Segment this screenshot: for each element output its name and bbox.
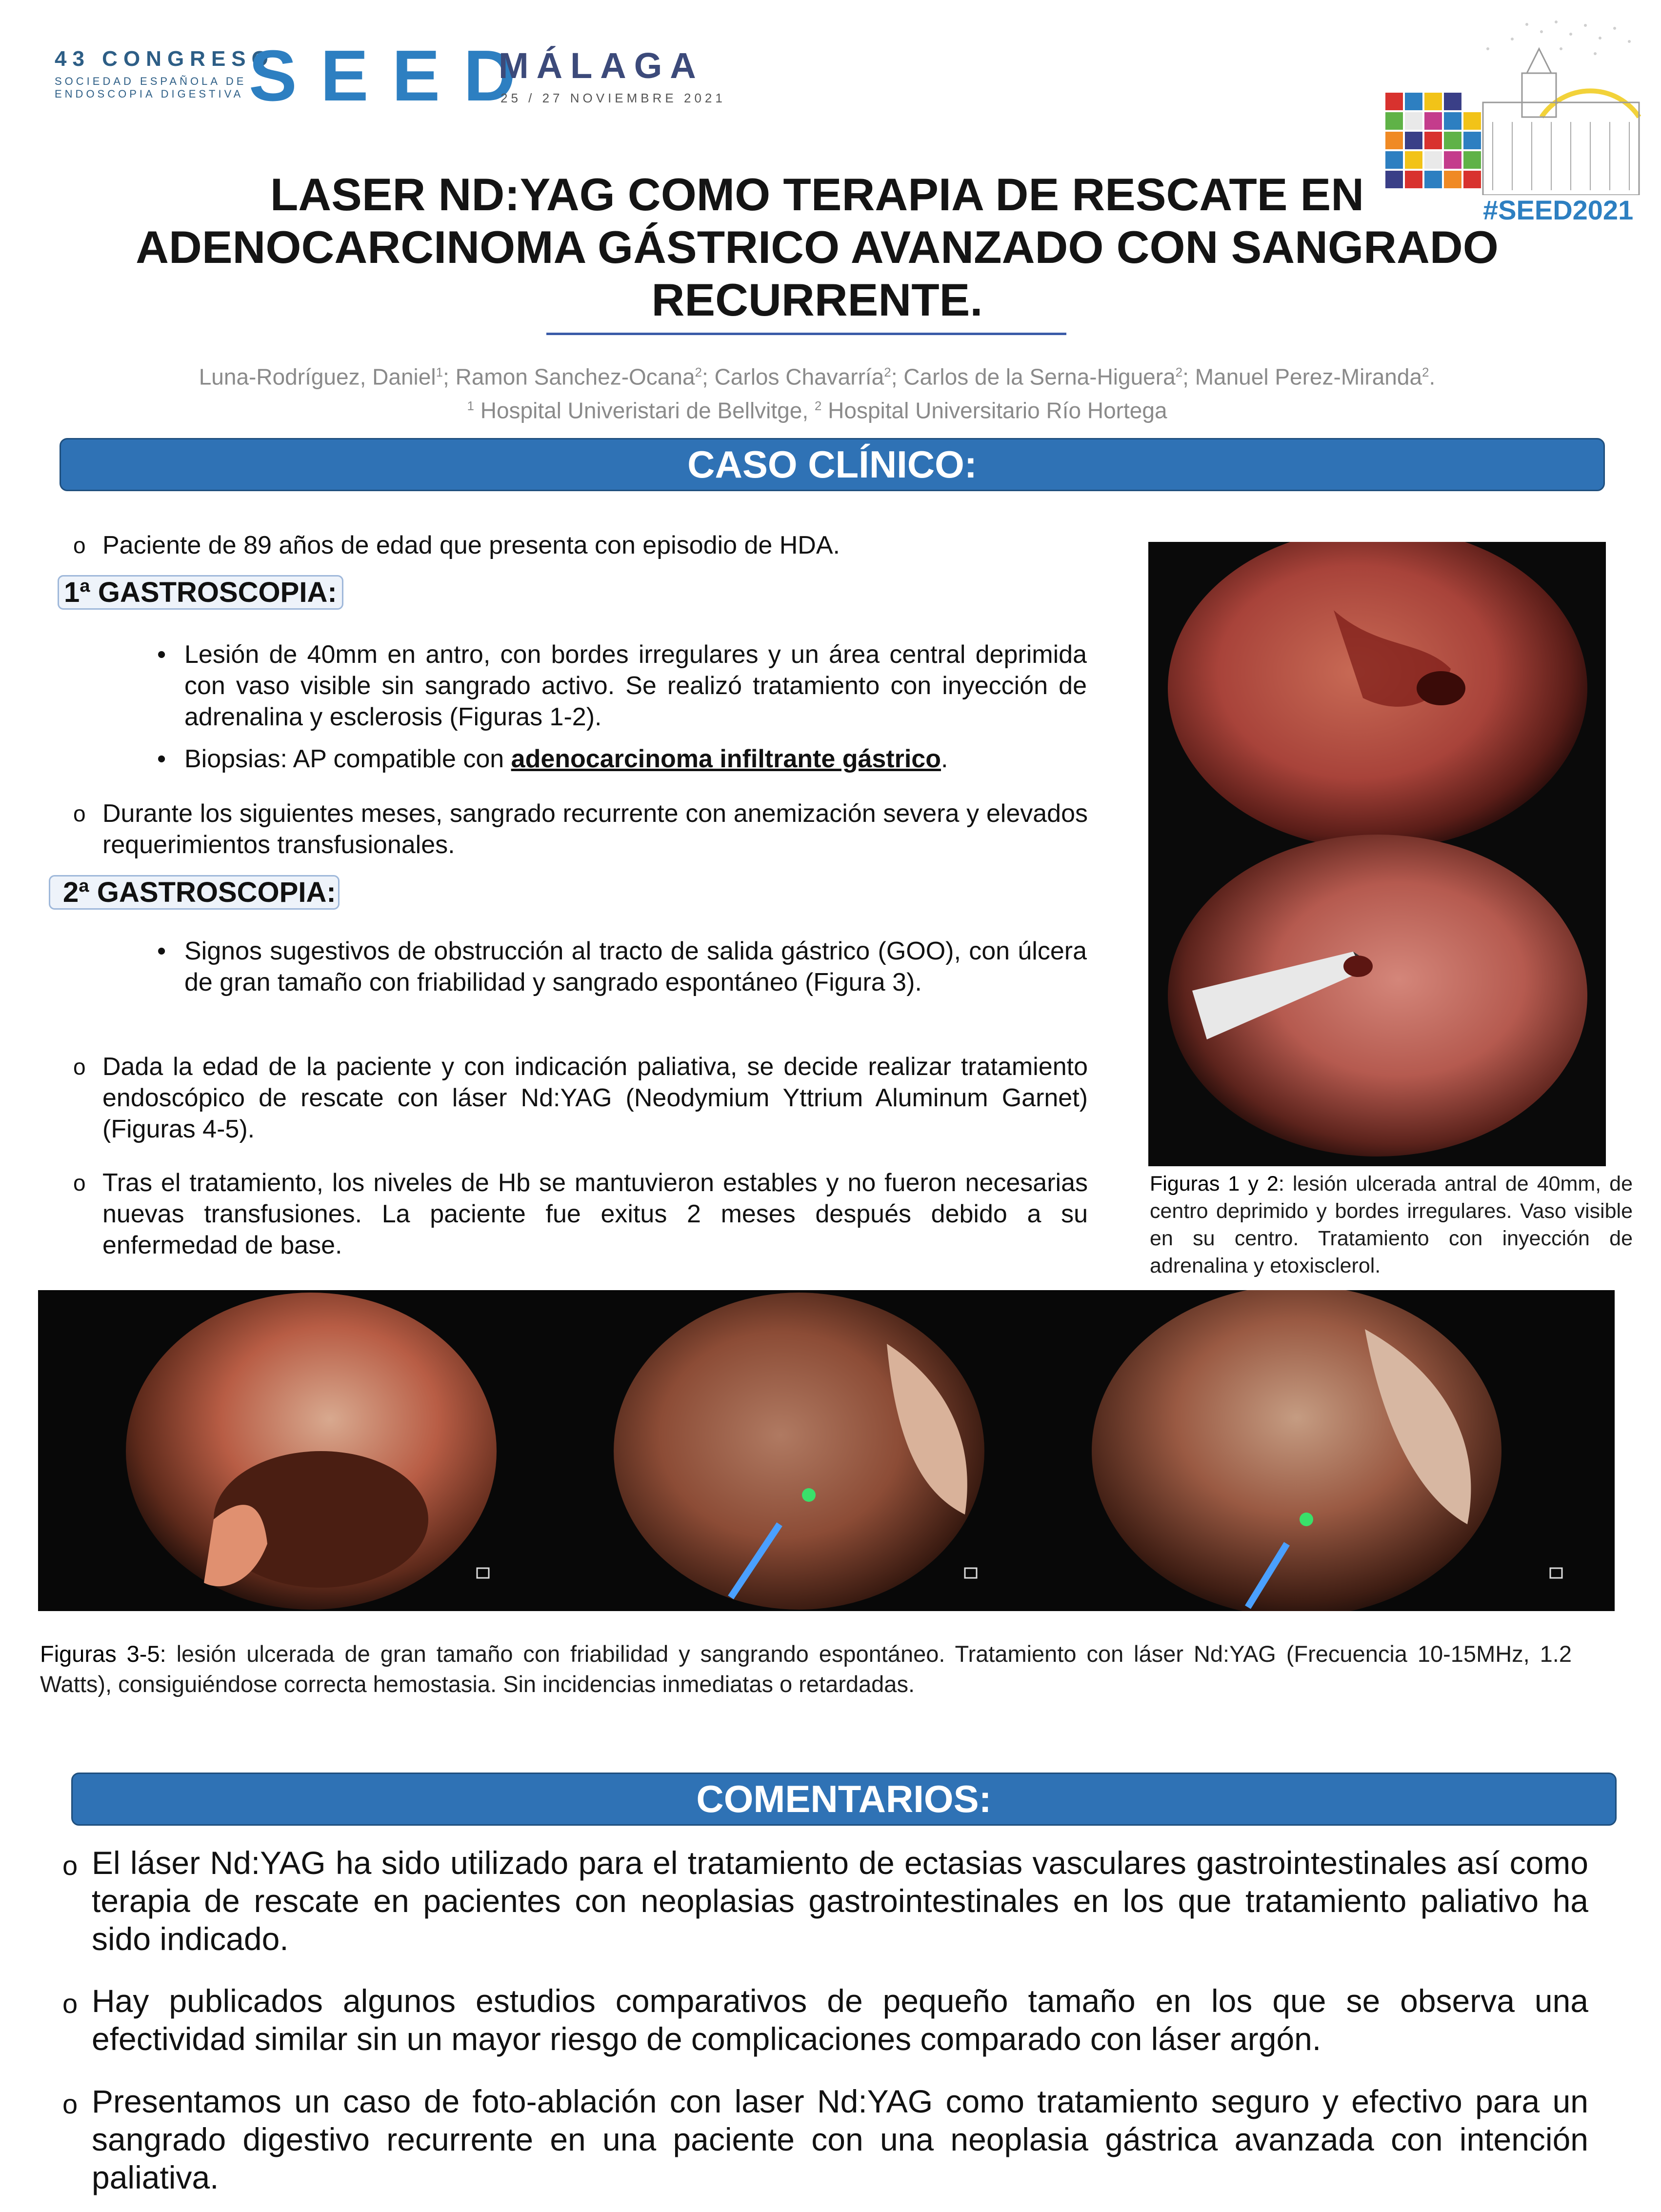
event-hashtag: #SEED2021 [1483,195,1634,225]
case-paragraph-2-text: Durante los siguientes meses, sangrado recurrente con anemización severa y elevados requerimientos transfusionales. [102,799,1088,859]
authors-end: . [1429,364,1436,390]
author-4-sup: 2 [1175,365,1183,379]
case-paragraph-3-text: Dada la edad de la paciente y con indicación paliativa, se decide realizar tratamiento endoscópico de rescate con láser Nd:YAG (Neodymium Yttrium Aluminum Garnet) (Figuras 4-5). [102,1053,1088,1143]
affiliations [98,391,1537,425]
authors-block [98,358,1537,425]
comment-3 [62,2082,1588,2196]
g1-bullet-1 [157,639,1087,733]
author-5: ; Manuel Perez-Miranda [1182,364,1422,390]
title-line-1: LASER ND:YAG COMO TERAPIA DE RESCATE EN [270,169,1364,220]
author-2-sup: 2 [695,365,702,379]
city-name: MÁLAGA [499,45,704,86]
biopsy-diagnosis: adenocarcinoma infiltrante gástrico [511,745,941,773]
case-paragraph-3 [73,1051,1088,1145]
author-3: ; Carlos Chavarría [702,364,884,390]
circle-bullet: o [62,1850,78,1881]
figures-1-2-caption [1150,1170,1633,1279]
gastroscopy-2-label [49,875,340,910]
figures-3-5-image [38,1290,1615,1611]
gastroscopy-1-label-box [58,573,343,612]
endoscopy-figures-1-2 [1148,542,1606,1166]
gastroscopy-2-colon: : [326,877,336,908]
case-paragraph-4 [73,1167,1088,1261]
poster-title [73,168,1561,326]
figures-1-2-image [1148,542,1606,1166]
g2-bullet-1-text: Signos sugestivos de obstrucción al tracto de salida gástrico (GOO), con úlcera de gran tamaño con friabilidad y sangrado espontáneo (Figura 3). [184,937,1087,996]
figures-1-2-text: lesión ulcerada antral de 40mm, de centro deprimido y bordes irregulares. Vaso visible en su centro. Tratamiento con inyección de adrenalina y etoxisclerol. [1150,1172,1633,1277]
affiliation-1: Hospital Univeristari de Bellvitge, [474,398,815,423]
comment-1 [62,1844,1588,1958]
endoscopy-figures-3-5 [38,1290,1615,1611]
case-paragraph-1 [73,530,1088,561]
gastroscopy-2-text: 2ª GASTROSCOPIA [63,877,327,908]
dot-bullet: • [157,937,166,965]
author-3-sup: 2 [884,365,891,379]
author-5-sup: 2 [1422,365,1429,379]
seed-logo: SEED [249,36,540,116]
comments-section-header: COMENTARIOS: [71,1773,1617,1826]
gastroscopy-1-label: 1ª GASTROSCOPIA: [58,575,343,610]
congress-society [55,75,246,100]
g2-bullet-1 [157,936,1087,998]
author-1-sup: 1 [436,365,443,379]
circle-bullet: o [62,2089,78,2119]
figures-1-2-label: Figuras 1 y 2: [1150,1172,1284,1196]
circle-bullet: o [62,1988,78,2019]
dot-bullet: • [157,640,166,669]
case-paragraph-4-text: Tras el tratamiento, los niveles de Hb se mantuvieron estables y no fueron necesarias nuevas transfusiones. La paciente fue exitus 2 meses después debido a su enfermedad de base. [102,1169,1088,1259]
affiliation-2: Hospital Universitario Río Hortega [821,398,1167,423]
g1-bullet-2-text [157,743,1087,775]
circle-bullet: o [73,1170,86,1196]
comment-3-text: Presentamos un caso de foto-ablación con laser Nd:YAG como tratamiento seguro y efectivo para un sangrado digestivo recurrente en una paciente con una neoplasia gástrica avanzada con intención paliativa. [92,2083,1588,2195]
comment-1-text: El láser Nd:YAG ha sido utilizado para el tratamiento de ectasias vasculares gastrointestinales así como terapia de rescate en pacientes con neoplasias gastrointestinales en los que tratamiento paliativo ha sido indicado. [92,1845,1588,1957]
title-underline [546,333,1066,335]
affiliation-1-sup: 1 [467,399,474,414]
circle-bullet: o [73,1054,86,1079]
author-1: Luna-Rodríguez, Daniel [199,364,436,390]
authors-list [98,358,1537,391]
congress-number: 43 CONGRESO [55,47,274,71]
author-4: ; Carlos de la Serna-Higuera [891,364,1176,390]
circle-bullet: o [73,801,86,826]
figures-3-5-text: lesión ulcerada de gran tamaño con friabilidad y sangrando espontáneo. Tratamiento con láser Nd:YAG (Frecuencia 10-15MHz, 1.2 Watts), consiguiéndose correcta hemostasia. Sin incidencias inmediatas o retardadas. [40,1641,1572,1697]
comment-2-text: Hay publicados algunos estudios comparativos de pequeño tamaño en los que se observa una efectividad similar sin un mayor riesgo de complicaciones comparado con láser argón. [92,1983,1588,2057]
biopsy-suffix: . [941,745,948,773]
biopsy-prefix: Biopsias: AP compatible con [184,745,511,773]
dot-bullet: • [157,745,166,773]
congress-society-line2: ENDOSCOPIA DIGESTIVA [55,88,244,100]
author-2: ; Ramon Sanchez-Ocana [443,364,695,390]
congress-dates: 25 / 27 NOVIEMBRE 2021 [500,91,726,105]
circle-bullet: o [73,533,86,558]
title-line-2: ADENOCARCINOMA GÁSTRICO AVANZADO CON SANGRADO [136,221,1499,273]
g1-bullet-1-text: Lesión de 40mm en antro, con bordes irregulares y un área central deprimida con vaso visible sin sangrado activo. Se realizó tratamiento con inyección de adrenalina y esclerosis (Figuras 1-2). [184,640,1087,731]
case-paragraph-1-text: Paciente de 89 años de edad que presenta con episodio de HDA. [102,531,840,559]
figures-3-5-caption [40,1639,1572,1699]
case-section-header: CASO CLÍNICO: [60,438,1605,491]
g1-bullet-2 [157,743,1087,775]
title-line-3: RECURRENTE. [651,274,983,325]
comment-2 [62,1982,1588,2058]
figures-3-5-label: Figuras 3-5: [40,1641,166,1667]
case-paragraph-2 [73,798,1088,860]
affiliation-2-sup: 2 [814,399,822,414]
gastroscopy-2-label-box [49,873,340,912]
congress-society-line1: SOCIEDAD ESPAÑOLA DE [55,75,247,87]
